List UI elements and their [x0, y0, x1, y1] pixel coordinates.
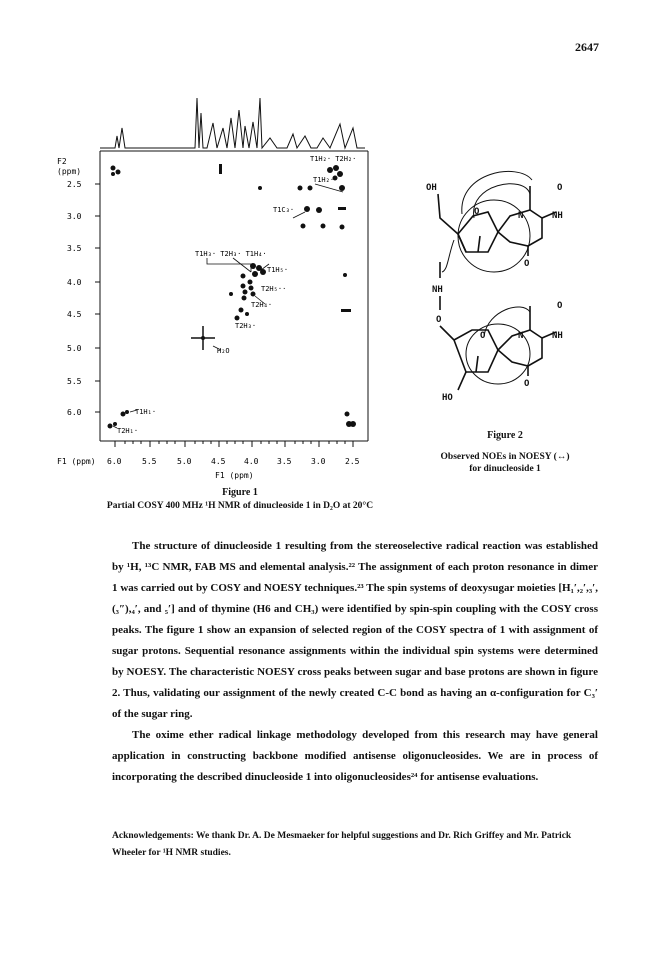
f2-tick: 6.0 [67, 408, 82, 417]
figure2-caption-line1: Observed NOEs in NOESY (↔) [440, 452, 570, 462]
f1-tick: 2.5 [345, 457, 360, 466]
f1-tick: 6.0 [107, 457, 122, 466]
body-text [112, 536, 598, 788]
peak-label: T1H₂· [313, 176, 335, 184]
f1-axis-prefix: F1 (ppm) [57, 457, 96, 466]
peak-label: T1H₅· [267, 266, 289, 274]
peak-label: H₂O [217, 347, 230, 355]
atom-label: NH [552, 331, 563, 341]
acknowledgements-label: Acknowledgements: [112, 831, 194, 841]
atom-label: NH [552, 211, 563, 221]
paragraph: The oxime ether radical linkage methodology developed from this research may have general application in constructing backbone modified antisense oligonucleosides. We are in process of incorporating the described dinucleoside 1 into oligonucleosides²⁴ for antisense evaluations. [112, 729, 598, 783]
atom-label: O [480, 331, 486, 341]
peak-label: T1H₁· [135, 408, 157, 416]
atom-label: O [474, 207, 480, 217]
f2-axis-unit: (ppm) [57, 167, 82, 176]
dinucleoside-structure [418, 160, 598, 430]
f2-tick: 5.0 [67, 344, 82, 353]
f1-ticks [107, 441, 360, 466]
f1-tick: 4.0 [244, 457, 259, 466]
page-number: 2647 [575, 40, 599, 54]
noe-arrows [442, 171, 532, 384]
atom-label: O [557, 183, 563, 193]
acknowledgements-text: We thank Dr. A. De Mesmaeker for helpful suggestions and Dr. Rich Griffey and Mr. Patrick Wheeler for ¹H NMR studies. [112, 831, 572, 858]
peak-label: T2H₅·· [261, 285, 287, 293]
atom-label: HO [442, 393, 453, 403]
figure1-caption: Partial COSY 400 MHz ¹H NMR of dinucleoside 1 in D₂O at 20°C [106, 501, 374, 511]
atom-label: O [436, 315, 442, 325]
peak-label: T1H₃· T2H₃· T1H₄· [195, 250, 267, 258]
f1-tick: 4.5 [211, 457, 226, 466]
acknowledgements [112, 828, 598, 862]
figure2-caption-line2: for dinucleoside 1 [469, 464, 541, 474]
cross-peaks [108, 164, 357, 429]
atom-label: N [518, 331, 524, 341]
peak-label: T1C₃· [273, 206, 295, 214]
figure2-title: Figure 2 [487, 430, 523, 441]
f1-projection-trace [100, 98, 365, 148]
f2-tick: 3.5 [67, 244, 82, 253]
f1-axis-label: F1 (ppm) [215, 471, 254, 480]
f2-tick: 3.0 [67, 212, 82, 221]
peak-label: T2H₁· [117, 427, 139, 435]
peak-label: T2H₄· [251, 301, 273, 309]
atom-label: O [557, 301, 563, 311]
f2-tick: 4.0 [67, 278, 82, 287]
f2-tick: 2.5 [67, 180, 82, 189]
peak-label: T1H₂· T2H₂· [310, 155, 357, 163]
atom-label: OH [426, 183, 437, 193]
peak-label: T2H₃· [235, 322, 257, 330]
h2o-peak [191, 326, 215, 350]
paragraph: The structure of dinucleoside 1 resulting from the stereoselective radical reaction was established by ¹H, ¹³C NMR, FAB MS and elemental analysis.²² The assignment of each proton resonance in dimer 1 was carried out by COSY and NOESY techniques.²³ The spin systems of deoxysugar moieties [H₁′,₂′,₃′,(₃″),₄′, and ₅′] and of thymine (H6 and CH₃) were identified by spin-spin coupling with the COSY cross peaks. The figure 1 show an expansion of selected region of the COSY spectra of 1 with assignment of sugar protons. Sequential resonance assignments within the individual spin systems were determined by NOESY. The characteristic NOESY cross peaks between sugar and base protons are shown in figure 2. Thus, validating our assignment of the newly created C-C bond as having an α-configuration for C₃′ of the sugar ring. [112, 540, 598, 720]
atom-label: N [518, 211, 524, 221]
f1-tick: 5.5 [142, 457, 157, 466]
f1-tick: 5.0 [177, 457, 192, 466]
atom-label: O [524, 379, 530, 389]
f2-axis-label: F2 [57, 157, 67, 166]
atom-label: NH [432, 285, 443, 295]
f1-tick: 3.0 [311, 457, 326, 466]
cosy-spectrum [55, 88, 395, 488]
f2-tick: 5.5 [67, 377, 82, 386]
atom-label: O [524, 259, 530, 269]
f1-tick: 3.5 [277, 457, 292, 466]
f2-tick: 4.5 [67, 310, 82, 319]
figure1-title: Figure 1 [222, 487, 258, 498]
f2-ticks [67, 180, 100, 417]
